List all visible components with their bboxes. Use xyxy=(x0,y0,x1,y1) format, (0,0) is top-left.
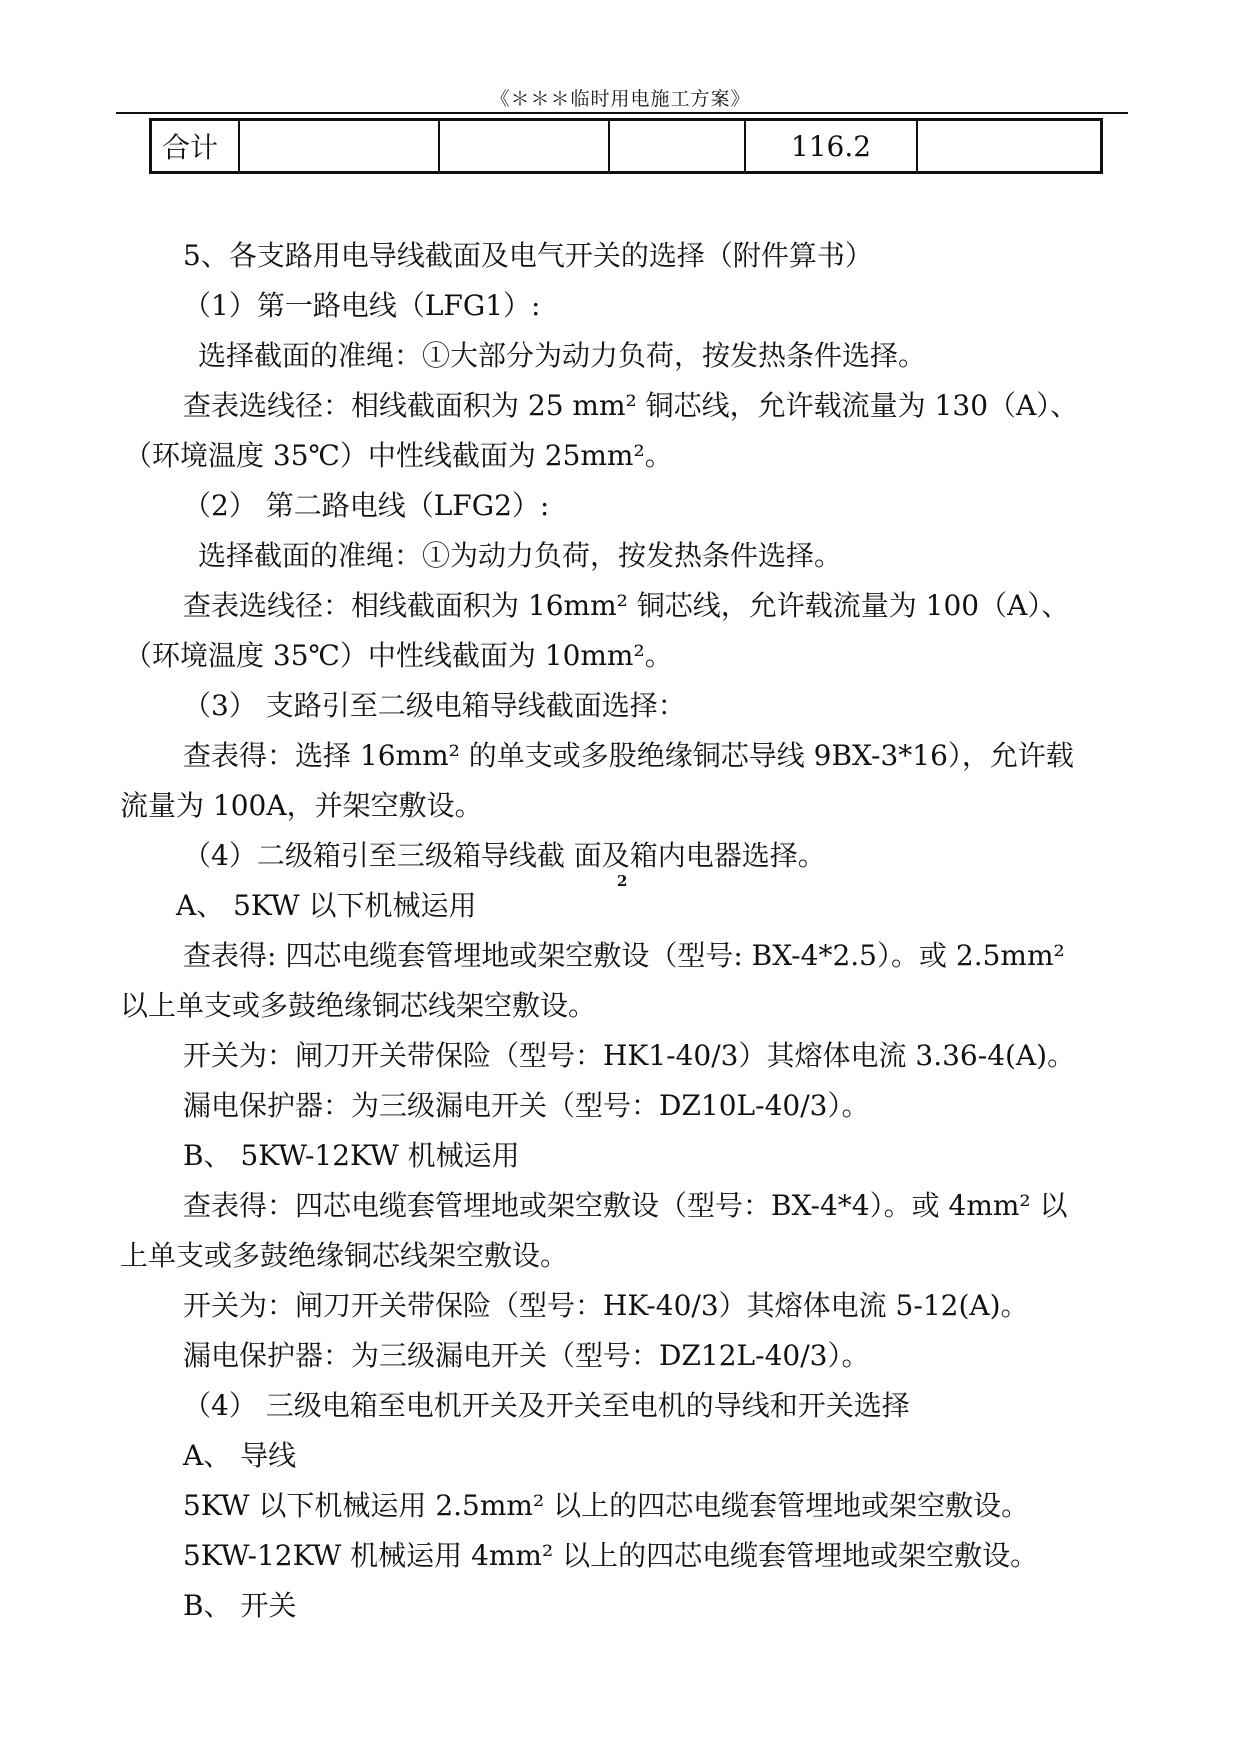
table-cell xyxy=(917,120,1102,173)
list-item-heading: A、 5KW 以下机械运用 xyxy=(176,889,477,922)
paragraph-line: 上单支或多鼓绝缘铜芯线架空敷设。 xyxy=(120,1239,569,1272)
paragraph-line: 漏电保护器：为三级漏电开关（型号：DZ10L-40/3）。 xyxy=(183,1089,870,1122)
paragraph-line: 查表选线径：相线截面积为 25 mm² 铜芯线，允许载流量为 130（A）、 xyxy=(183,389,1079,422)
paragraph-line: 漏电保护器：为三级漏电开关（型号：DZ12L-40/3）。 xyxy=(183,1339,870,1372)
paragraph-line: 选择截面的准绳：①大部分为动力负荷，按发热条件选择。 xyxy=(198,339,927,372)
total-label-cell: 合计 xyxy=(151,120,240,173)
section-heading: 5、各支路用电导线截面及电气开关的选择（附件算书） xyxy=(183,239,873,272)
subsection-heading: （4） 三级电箱至电机开关及开关至电机的导线和开关选择 xyxy=(183,1389,910,1422)
subsection-heading: （1）第一路电线（LFG1）: xyxy=(183,289,541,322)
paragraph-line: （环境温度 35℃）中性线截面为 25mm²。 xyxy=(124,439,673,472)
subsection-heading: （3） 支路引至二级电箱导线截面选择： xyxy=(183,689,686,722)
list-item-heading: B、 5KW-12KW 机械运用 xyxy=(183,1139,520,1172)
stray-superscript-mark: 2 xyxy=(617,872,628,890)
page-header: 《＊＊＊临时用电施工方案》 xyxy=(490,88,751,110)
subsection-heading: （4）二级箱引至三级箱导线截 面及箱内电器选择。 xyxy=(183,839,826,872)
paragraph-line: 流量为 100A，并架空敷设。 xyxy=(120,789,483,822)
list-item-heading: B、 开关 xyxy=(183,1589,297,1622)
paragraph-line: 5KW-12KW 机械运用 4mm² 以上的四芯电缆套管埋地或架空敷设。 xyxy=(183,1539,1039,1572)
paragraph-line: （环境温度 35℃）中性线截面为 10mm²。 xyxy=(124,639,673,672)
list-item-heading: A、 导线 xyxy=(183,1439,297,1472)
summary-table xyxy=(149,118,1103,174)
table-cell xyxy=(239,120,439,173)
header-rule xyxy=(116,112,1128,114)
paragraph-line: 选择截面的准绳：①为动力负荷，按发热条件选择。 xyxy=(198,539,843,572)
table-row xyxy=(151,120,1102,173)
paragraph-line: 以上单支或多鼓绝缘铜芯线架空敷设。 xyxy=(120,989,597,1022)
paragraph-line: 查表选线径：相线截面积为 16mm² 铜芯线，允许载流量为 100（A）、 xyxy=(183,589,1070,622)
paragraph-line: 查表得: 四芯电缆套管埋地或架空敷设（型号: BX-4*2.5）。或 2.5mm² xyxy=(183,939,1065,972)
paragraph-line: 开关为：闸刀开关带保险（型号：HK-40/3）其熔体电流 5-12(A)。 xyxy=(183,1289,1029,1322)
paragraph-line: 查表得：四芯电缆套管埋地或架空敷设（型号：BX-4*4）。或 4mm² 以 xyxy=(183,1189,1068,1222)
table-cell xyxy=(609,120,745,173)
table-cell xyxy=(439,120,609,173)
paragraph-line: 开关为：闸刀开关带保险（型号：HK1-40/3）其熔体电流 3.36-4(A)。 xyxy=(183,1039,1076,1072)
paragraph-line: 查表得：选择 16mm² 的单支或多股绝缘铜芯导线 9BX-3*16），允许载 xyxy=(183,739,1074,772)
paragraph-line: 5KW 以下机械运用 2.5mm² 以上的四芯电缆套管埋地或架空敷设。 xyxy=(183,1489,1030,1522)
subsection-heading: （2） 第二路电线（LFG2）: xyxy=(183,489,550,522)
total-value-cell: 116.2 xyxy=(745,120,917,173)
